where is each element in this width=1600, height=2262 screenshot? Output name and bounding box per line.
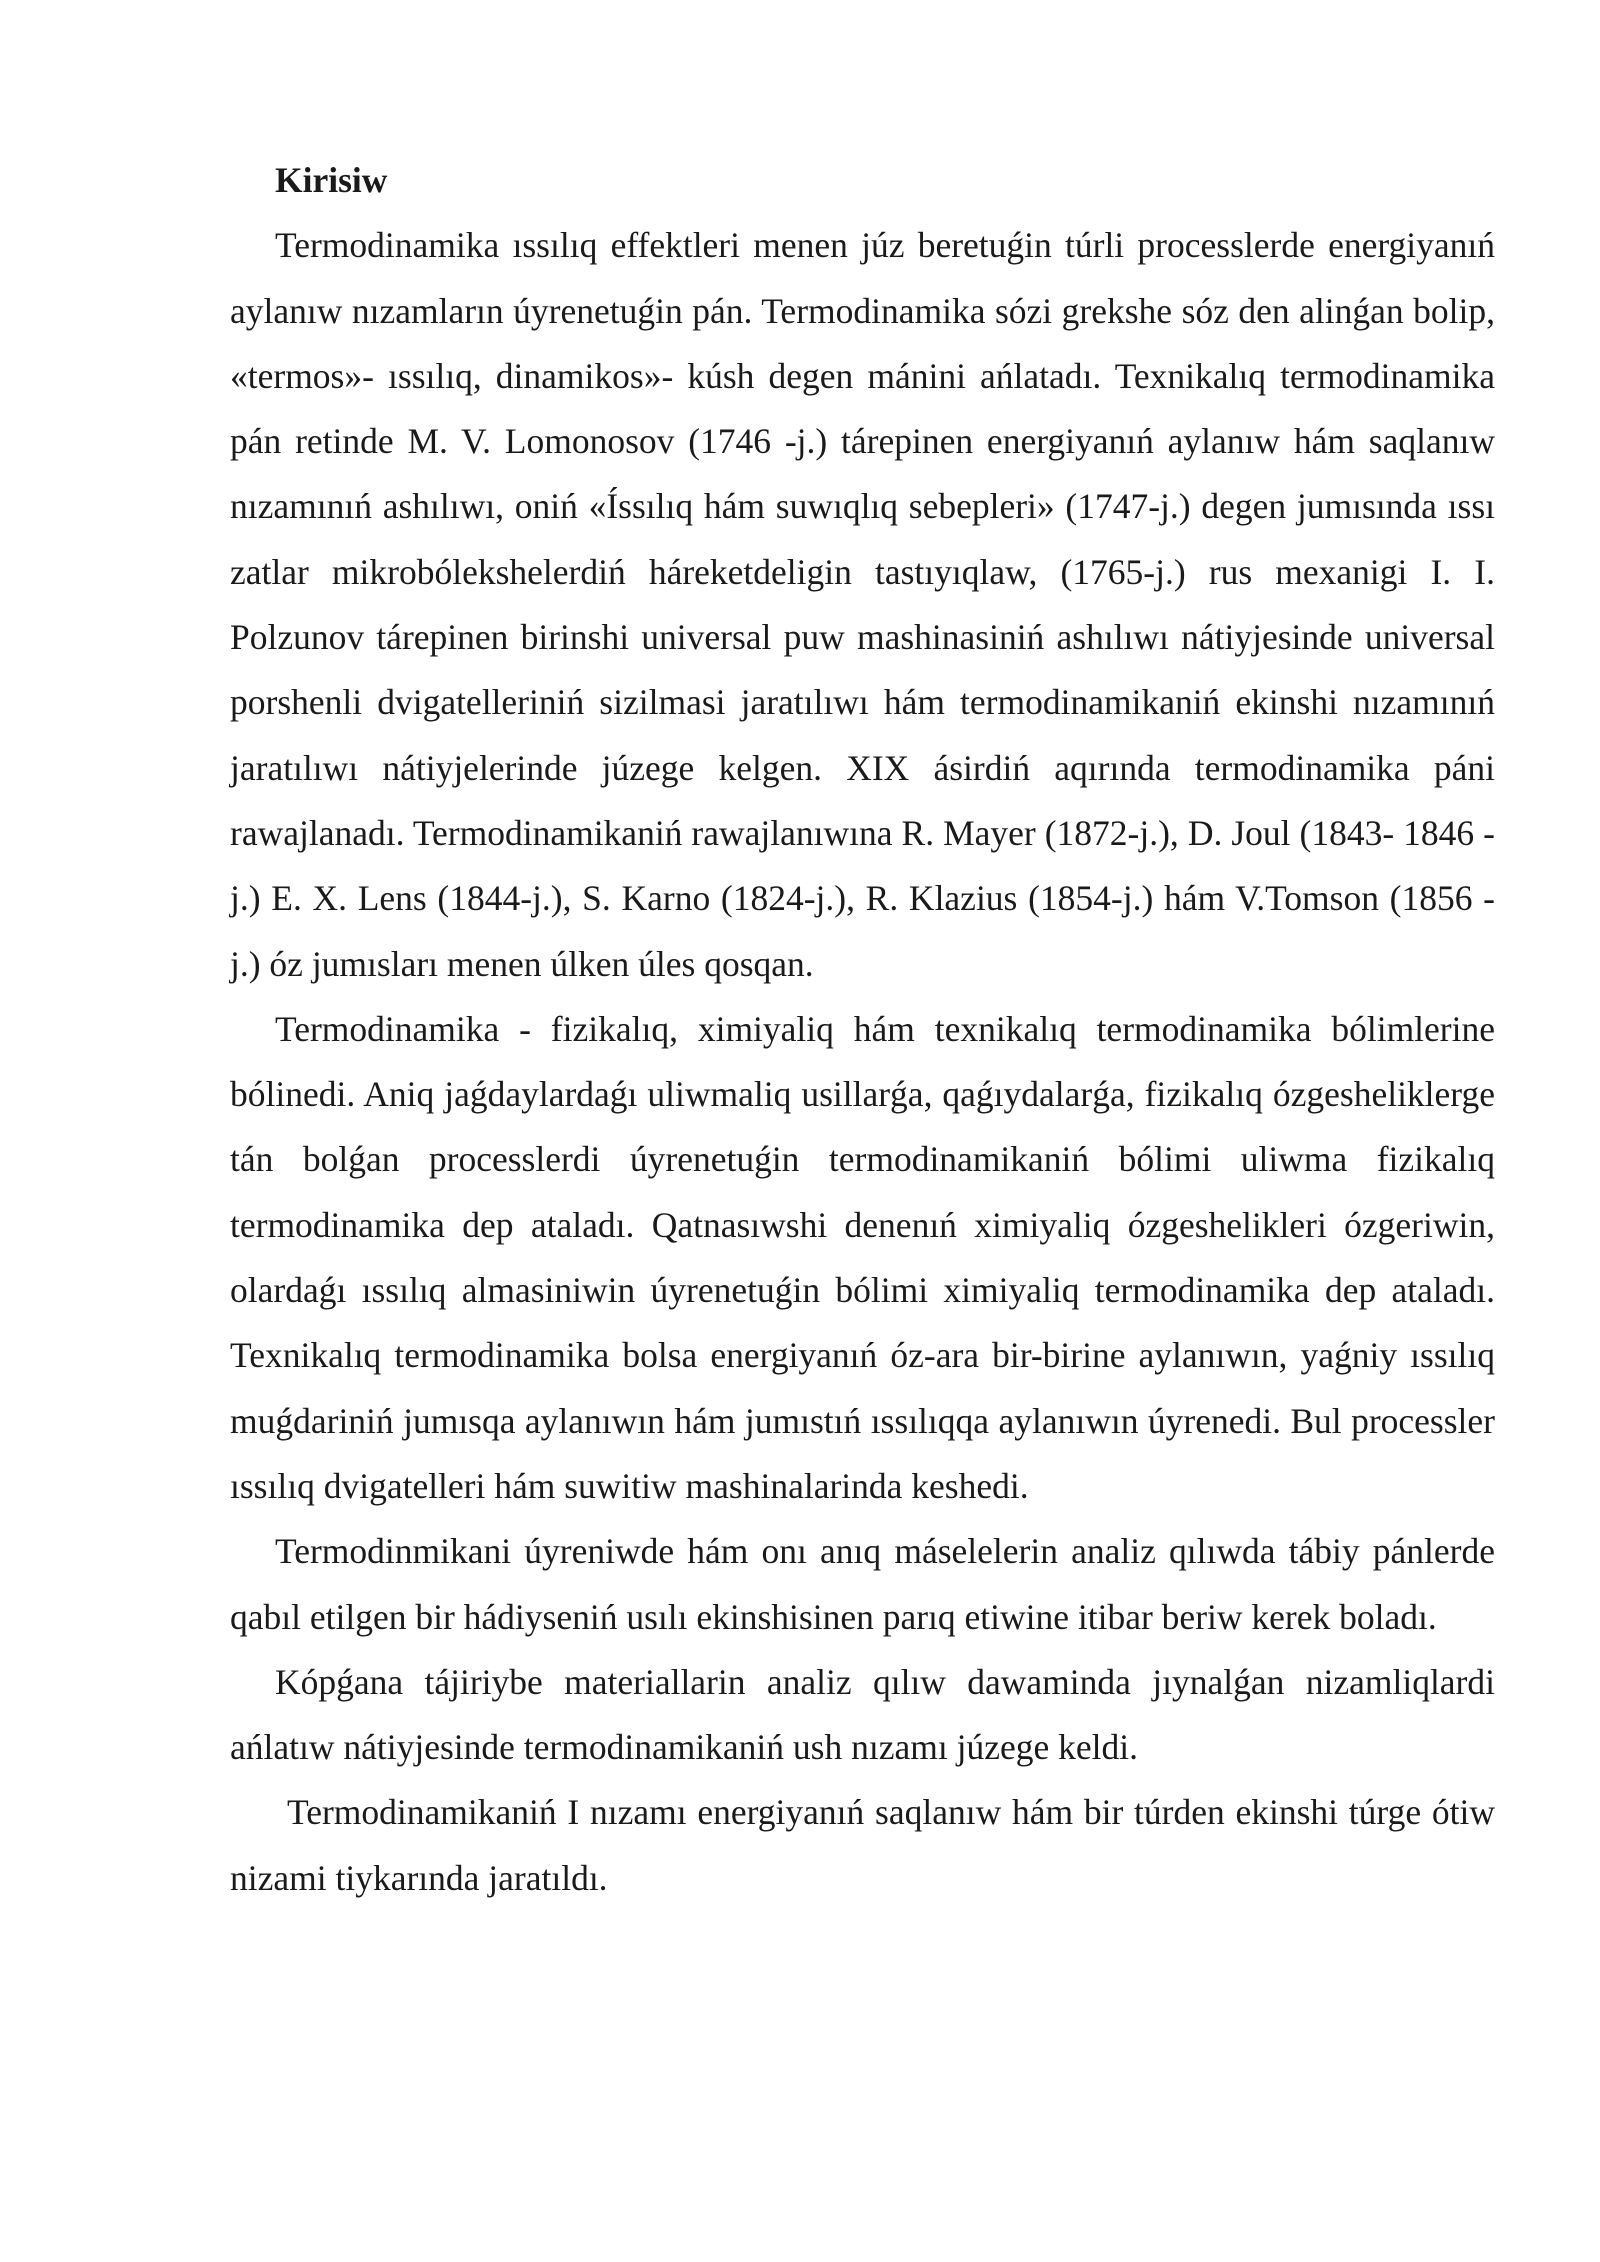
- paragraph-branches: Termodinamika - fizikalıq, ximiyaliq hám texnikalıq termodinamika bólimlerine bólinedi. Aniq jaǵdaylardaǵı uliwmaliq usillarǵa, qaǵıydalarǵa, fizikalıq ózgesheliklerge tán bolǵan processlerdi úyrenetuǵin termodinamikaniń bólimi uliwma fizikalıq termodinamika dep ataladı. Qatnasıwshi denenıń ximiyaliq ózgeshelikleri ózgeriwin, olardaǵı ıssılıq almasiniwin úyrenetuǵin bólimi ximiyaliq termodinamika dep ataladı. Texnikalıq termodinamika bolsa energiyanıń óz-ara bir-birine aylanıwın, yaǵniy ıssılıq muǵdariniń jumısqa aylanıwın hám jumıstıń ıssılıqqa aylanıwın úyrenedi. Bul processler ıssılıq dvigatelleri hám suwitiw mashinalarinda keshedi.: [230, 1008, 1495, 1506]
- paragraph-three-laws: Kópǵana tájiriybe materiallarin analiz qılıw dawaminda jıynalǵan nizamliqlardi ańlatıw nátiyjesinde termodinamikaniń ush nızamı júzege keldi.: [230, 1661, 1495, 1768]
- paragraph-methods: Termodinmikani úyreniwde hám onı anıq máselelerin analiz qılıwda tábiy pánlerde qabıl etilgen bir hádiyseniń usılı ekinshisinen parıq etiwine itibar beriw kerek boladı.: [230, 1531, 1495, 1637]
- paragraph-first-law: Termodinamikaniń I nızamı energiyanıń saqlanıw hám bir túrden ekinshi túrge ótiw nizami tiykarında jaratıldı.: [230, 1792, 1495, 1898]
- section-heading: Kirisiw: [275, 160, 388, 200]
- paragraph-intro: Termodinamika ıssılıq effektleri menen júz beretuǵin túrli processlerde energiyanıń aylanıw nızamların úyrenetuǵin pán. Termodinamika sózi grekshe sóz den alinǵan bolip, «termos»- ıssılıq, dinamikos»- kúsh degen mánini ańlatadı. Texnikalıq termodinamika pán retinde M. V. Lomonosov (1746 -j.) tárepinen energiyanıń aylanıw hám saqlanıw nızamınıń ashılıwı, oniń «Íssılıq hám suwıqlıq sebepleri» (1747-j.) degen jumısında ıssı zatlar mikrobólekshelerdiń háreketdeligin tastıyıqlaw, (1765-j.) rus mexanigi I. I. Polzunov tárepinen birinshi universal puw mashinasiniń ashılıwı nátiyjesinde universal porshenli dvigatelleriniń sizilmasi jaratılıwı hám termodinamikaniń ekinshi nızamınıń jaratılıwı nátiyjelerinde júzege kelgen. XIX ásirdiń aqırında termodinamika páni rawajlanadı. Termodinamikaniń rawajlanıwına R. Mayer (1872-j.), D. Joul (1843- 1846 -j.) E. X. Lens (1844-j.), S. Karno (1824-j.), R. Klazius (1854-j.) hám V.Tomson (1856 -j.) óz jumısları menen úlken úles qosqan.: [230, 225, 1495, 984]
- document-page: [230, 148, 1495, 1911]
